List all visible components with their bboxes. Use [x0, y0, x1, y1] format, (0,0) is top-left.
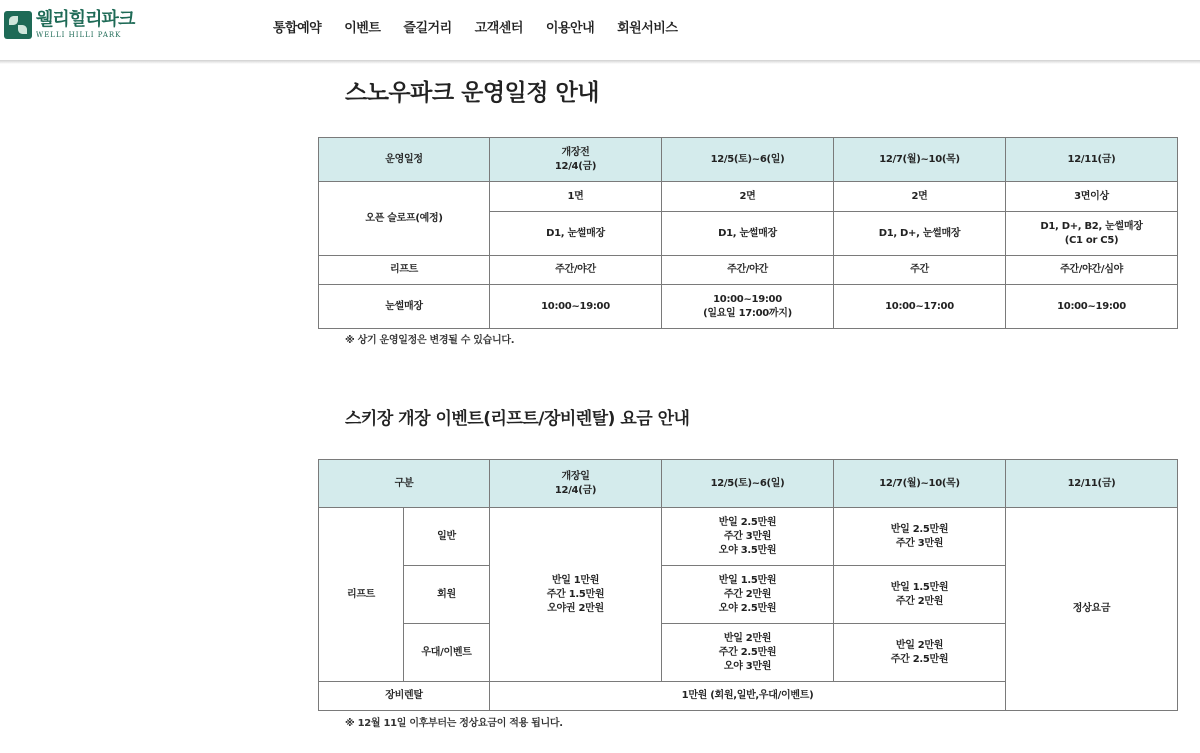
pricing-header-label: 구분 [319, 460, 490, 508]
slope-count-col2: 2면 [662, 182, 834, 212]
pricing-special-label: 우대/이벤트 [404, 624, 490, 682]
pricing-header-col1: 개장일 12/4(금) [490, 460, 662, 508]
slope-count-col4: 3면이상 [1006, 182, 1178, 212]
lift-col1: 주간/야간 [490, 256, 662, 285]
nav-item-member-service[interactable]: 회원서비스 [617, 21, 678, 36]
logo-english-text: WELLI HILLI PARK [36, 31, 122, 39]
pricing-header-col3: 12/7(월)~10(목) [834, 460, 1006, 508]
schedule-title: 스노우파크 운영일정 안내 [345, 80, 599, 106]
pricing-opening-price: 반일 1만원 주간 1.5만원 오야권 2만원 [490, 508, 662, 682]
pricing-title: 스키장 개장 이벤트(리프트/장비렌탈) 요금 안내 [345, 409, 690, 429]
pricing-general-col3: 반일 2.5만원 주간 3만원 [834, 508, 1006, 566]
logo-korean-text: 웰리힐리파크 [36, 9, 135, 30]
pricing-regular-price: 정상요금 [1006, 508, 1178, 711]
pricing-table [318, 459, 1178, 711]
schedule-header-label: 운영일정 [319, 138, 490, 182]
pricing-member-label: 회원 [404, 566, 490, 624]
schedule-lift-row [319, 256, 1178, 285]
pricing-header-row [319, 460, 1178, 508]
nav-item-customer-center[interactable]: 고객센터 [474, 21, 523, 36]
sled-col3: 10:00~17:00 [834, 285, 1006, 329]
schedule-table [318, 137, 1178, 329]
lift-col4: 주간/야간/심야 [1006, 256, 1178, 285]
slope-count-col1: 1면 [490, 182, 662, 212]
lift-col2: 주간/야간 [662, 256, 834, 285]
nav-item-events[interactable]: 이벤트 [344, 21, 381, 36]
sled-col4: 10:00~19:00 [1006, 285, 1178, 329]
pricing-lift-label: 리프트 [319, 508, 404, 682]
header-divider [0, 60, 1200, 64]
pricing-special-col3: 반일 2만원 주간 2.5만원 [834, 624, 1006, 682]
nav-item-attractions[interactable]: 즐길거리 [403, 21, 452, 36]
pricing-member-col2: 반일 1.5만원 주간 2만원 오야 2.5만원 [662, 566, 834, 624]
slope-detail-col2: D1, 눈썰매장 [662, 212, 834, 256]
schedule-header-col3: 12/7(월)~10(목) [834, 138, 1006, 182]
slope-detail-col3: D1, D+, 눈썰매장 [834, 212, 1006, 256]
schedule-slope-count-row [319, 182, 1178, 212]
site-logo[interactable] [4, 8, 134, 42]
pricing-note: ※ 12월 11일 이후부터는 정상요금이 적용 됩니다. [345, 718, 563, 729]
pricing-special-col2: 반일 2만원 주간 2.5만원 오야 3만원 [662, 624, 834, 682]
pricing-general-label: 일반 [404, 508, 490, 566]
schedule-note: ※ 상기 운영일정은 변경될 수 있습니다. [345, 335, 515, 346]
main-nav [273, 17, 700, 36]
logo-icon [4, 11, 32, 39]
pricing-rental-label: 장비렌탈 [319, 682, 490, 711]
nav-item-guide[interactable]: 이용안내 [545, 21, 595, 36]
pricing-rental-price: 1만원 (회원,일반,우대/이벤트) [490, 682, 1006, 711]
open-slope-label: 오픈 슬로프(예정) [319, 182, 490, 256]
lift-col3: 주간 [834, 256, 1006, 285]
slope-detail-col4: D1, D+, B2, 눈썰매장 (C1 or C5) [1006, 212, 1178, 256]
sled-col1: 10:00~19:00 [490, 285, 662, 329]
schedule-header-row [319, 138, 1178, 182]
sled-col2: 10:00~19:00 (일요일 17:00까지) [662, 285, 834, 329]
slope-count-col3: 2면 [834, 182, 1006, 212]
schedule-header-col1: 개장전 12/4(금) [490, 138, 662, 182]
pricing-header-col4: 12/11(금) [1006, 460, 1178, 508]
schedule-header-col4: 12/11(금) [1006, 138, 1178, 182]
sled-label: 눈썰매장 [319, 285, 490, 329]
pricing-general-col2: 반일 2.5만원 주간 3만원 오야 3.5만원 [662, 508, 834, 566]
lift-label: 리프트 [319, 256, 490, 285]
schedule-sled-row [319, 285, 1178, 329]
slope-detail-col1: D1, 눈썰매장 [490, 212, 662, 256]
pricing-member-col3: 반일 1.5만원 주간 2만원 [834, 566, 1006, 624]
nav-item-reservation[interactable]: 통합예약 [273, 21, 322, 36]
pricing-header-col2: 12/5(토)~6(일) [662, 460, 834, 508]
pricing-general-row [319, 508, 1178, 566]
site-header [0, 0, 1200, 60]
schedule-header-col2: 12/5(토)~6(일) [662, 138, 834, 182]
